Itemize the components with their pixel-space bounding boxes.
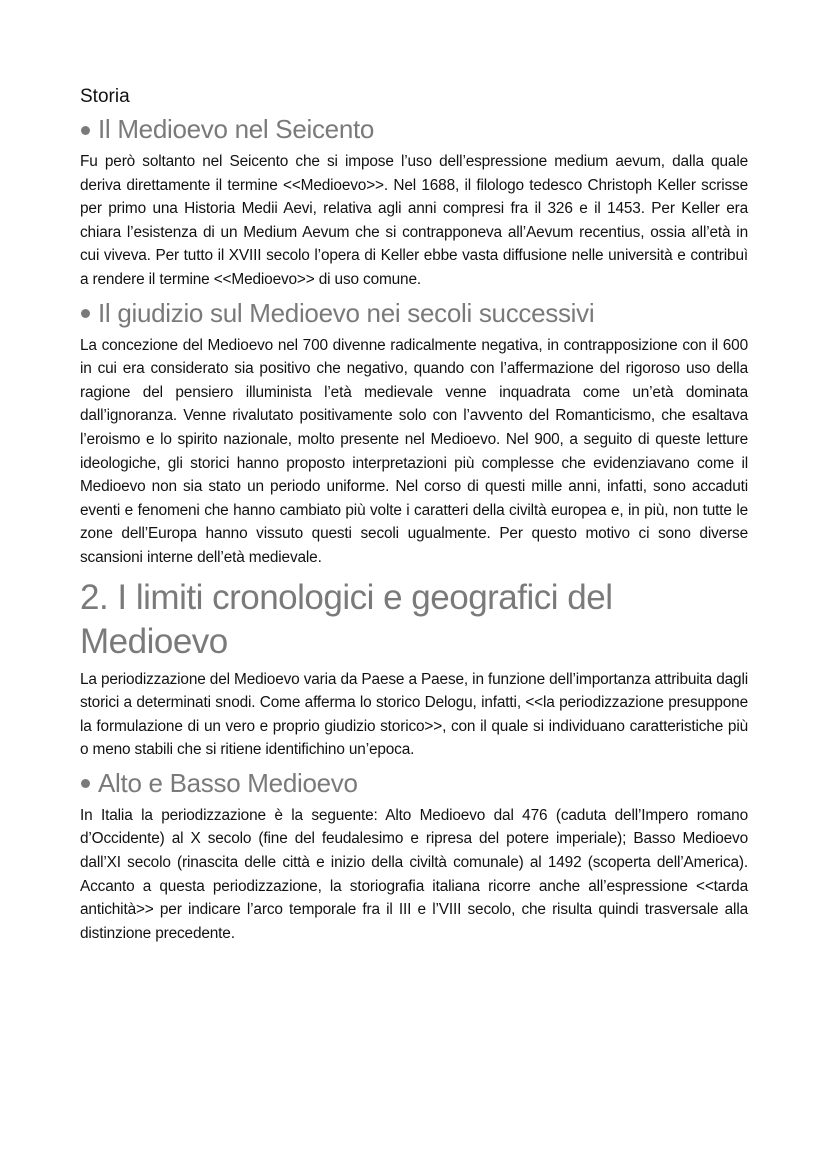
paragraph: Fu però soltanto nel Seicento che si impose l’uso dell’espressione medium aevum, dalla quale deriva direttamente il termine <<Medioevo>>. Nel 1688, il filologo tedesco Christoph Keller scrisse per primo una Historia Medii Aevi, relativa agli anni compresi fra il 326 e il 1453. Per Keller era chiara l’esistenza di un Medium Aevum che si contrapponeva all’Aevum recentius, ossia all’età in cui viveva. Per tutto il XVIII secolo l’opera di Keller ebbe vasta diffusione nelle università e contribuì a rendere il termine <<Medioevo>> di uso comune. [80,153,748,288]
subheading [80,112,748,146]
subject-label: Storia [80,86,130,107]
section-giudizio-medioevo [80,296,748,570]
subheading [80,766,748,800]
paragraph: La concezione del Medioevo nel 700 divenne radicalmente negativa, in contrapposizione con il 600 in cui era considerato sia positivo che negativo, quando con l’affermazione del rigoroso uso della ragione del pensiero illuminista l’età medievale venne inquadrata come un’età dominata dall’ignoranza. Venne rivalutato positivamente solo con l’avvento del Romanticismo, che esaltava l’eroismo e lo spirito nazionale, molto presente nel Medioevo. Nel 900, a seguito di queste letture ideologiche, gli storici hanno proposto interpretazioni più complesse che evidenziavano come il Medioevo non sia stato un periodo uniforme. Nel corso di questi mille anni, infatti, sono accaduti eventi e fenomeni che hanno cambiato più volte i caratteri della civiltà europea e, in più, non tutte le zone dell’Europa hanno vissuto questi secoli ugualmente. Per questo motivo ci sono diverse scansioni interne dell’età medievale. [80,336,748,566]
subheading [80,296,748,330]
subheading-text: Il Medioevo nel Seicento [98,114,375,144]
bullet-dot-icon [81,126,90,135]
document-page [80,84,748,949]
subheading-text: Il giudizio sul Medioevo nei secoli successivi [98,297,595,328]
paragraph: In Italia la periodizzazione è la seguente: Alto Medioevo dal 476 (caduta dell’Impero romano d’Occidente) al X secolo (fine del feudalesimo e ripresa del potere imperiale); Basso Medioevo dall’XI secolo (rinascita delle città e inizio della civiltà comunale) al 1492 (scoperta dell’America). Accanto a questa periodizzazione, la storiografia italiana ricorre anche all’espressione <<tarda antichità>> per indicare l’arco temporale fra il III e l’VIII secolo, che risulta quindi trasversale alla distinzione precedente. [80,806,748,942]
bullet-dot-icon [81,309,90,318]
section-medioevo-seicento [80,112,748,292]
section-limiti-cronologici [80,576,748,762]
section-alto-basso-medioevo [80,766,748,946]
chapter-heading: 2. I limiti cronologici e geografici del Medioevo [80,577,613,661]
bullet-dot-icon [81,779,90,788]
paragraph: La periodizzazione del Medioevo varia da Paese a Paese, in funzione dell’importanza attribuita dagli storici a determinati snodi. Come afferma lo storico Delogu, infatti, <<la periodizzazione presuppone la formulazione di un vero e proprio giudizio storico>>, con il quale si individuano caratteristiche più o meno stabili che si ritiene identifichino un’epoca. [80,670,748,759]
subheading-text: Alto e Basso Medioevo [98,767,358,798]
